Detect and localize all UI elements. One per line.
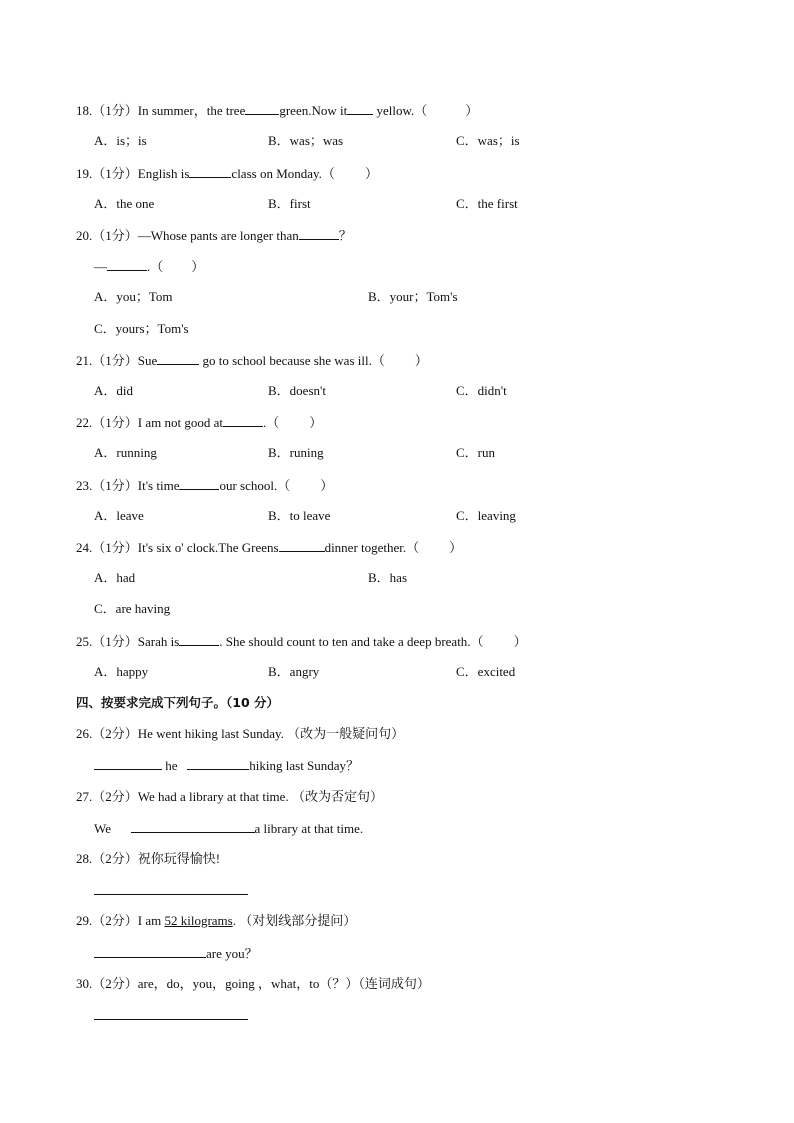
option-c[interactable]: C．didn't [456, 383, 507, 398]
question-22: 22.（1分）I am not good at .（ ） [76, 415, 323, 430]
score: （1分） [92, 540, 138, 555]
option-b[interactable]: B．has [368, 570, 408, 585]
answer-blank[interactable] [107, 258, 147, 271]
option-c[interactable]: C．run [456, 445, 496, 460]
option-a[interactable]: A．had [94, 570, 136, 585]
score: （1分） [92, 353, 138, 368]
question-25: 25.（1分）Sarah is . She should count to ten and take a deep breath.（ ） [76, 634, 527, 649]
option-c[interactable]: C．are having [94, 601, 171, 616]
answer-blank[interactable] [189, 165, 231, 178]
score: （1分） [92, 415, 138, 430]
instruction: （改为否定句） [291, 789, 383, 804]
question-number: 28. [76, 851, 93, 866]
question-number: 20. [76, 228, 93, 243]
score: （2分） [92, 789, 138, 804]
question-29: 29.（2分）I am 52 kilograms. （对划线部分提问） [76, 913, 357, 928]
section-heading: 四、按要求完成下列句子。（10 分） [76, 695, 279, 710]
answer-blank[interactable] [94, 757, 162, 770]
option-c[interactable]: C．the first [456, 196, 518, 211]
question-number: 26. [76, 726, 93, 741]
score: （1分） [92, 228, 138, 243]
option-a[interactable]: A．running [94, 445, 157, 460]
question-26-answer-line: he hiking last Sunday？ [94, 757, 359, 774]
question-28-answer-line [94, 882, 248, 899]
score: （2分） [92, 913, 138, 928]
option-a[interactable]: A．happy [94, 664, 149, 679]
question-number: 18. [76, 103, 93, 118]
score: （2分） [92, 726, 138, 741]
score: （1分） [92, 634, 138, 649]
question-number: 30. [76, 976, 93, 991]
answer-blank[interactable] [94, 945, 206, 958]
option-c[interactable]: C．was；is [456, 133, 520, 148]
answer-blank[interactable] [94, 1007, 248, 1020]
question-number: 29. [76, 913, 93, 928]
option-c[interactable]: C．yours；Tom's [94, 321, 189, 336]
option-b[interactable]: B．doesn't [268, 383, 326, 398]
instruction: （对划线部分提问） [239, 913, 357, 928]
score: （2分） [92, 976, 138, 991]
question-number: 23. [76, 478, 93, 493]
question-28: 28.（2分）祝你玩得愉快! [76, 851, 221, 866]
option-c[interactable]: C．leaving [456, 508, 516, 523]
answer-blank[interactable] [347, 102, 373, 115]
option-b[interactable]: B．angry [268, 664, 320, 679]
instruction: （改为一般疑问句） [287, 726, 405, 741]
question-30: 30.（2分）are，do，you，going ，what，to（？）（连词成句） [76, 976, 430, 991]
option-c[interactable]: C．excited [456, 664, 516, 679]
option-a[interactable]: A．is；is [94, 133, 147, 148]
answer-blank[interactable] [94, 882, 248, 895]
answer-blank[interactable] [179, 477, 219, 490]
answer-blank[interactable] [131, 820, 255, 833]
option-b[interactable]: B．first [268, 196, 311, 211]
score: （1分） [92, 166, 138, 181]
option-b[interactable]: B．runing [268, 445, 324, 460]
question-number: 25. [76, 634, 93, 649]
answer-blank[interactable] [179, 633, 219, 646]
question-number: 27. [76, 789, 93, 804]
answer-blank[interactable] [157, 352, 199, 365]
question-29-answer-line: are you？ [94, 945, 258, 962]
question-18: 18.（1分）In summer，the tree green.Now it yellow.（ ） [76, 103, 479, 118]
option-a[interactable]: A．the one [94, 196, 155, 211]
question-23: 23.（1分）It's time our school.（ ） [76, 478, 334, 493]
question-20: 20.（1分）—Whose pants are longer than ？ [76, 228, 352, 243]
question-26: 26.（2分）He went hiking last Sunday. （改为一般疑问句） [76, 726, 405, 741]
question-24: 24.（1分）It's six o' clock.The Greens dinner together.（ ） [76, 540, 463, 555]
option-a[interactable]: A．you；Tom [94, 289, 173, 304]
option-b[interactable]: B．was；was [268, 133, 344, 148]
question-number: 19. [76, 166, 93, 181]
question-30-answer-line [94, 1007, 248, 1024]
score: （1分） [92, 478, 138, 493]
underlined-phrase: 52 kilograms [164, 913, 233, 928]
answer-blank[interactable] [187, 757, 249, 770]
question-21: 21.（1分）Sue go to school because she was ill.（ ） [76, 353, 428, 368]
option-a[interactable]: A．did [94, 383, 134, 398]
answer-blank[interactable] [299, 227, 339, 240]
answer-blank[interactable] [279, 539, 325, 552]
option-b[interactable]: B．to leave [268, 508, 331, 523]
question-number: 24. [76, 540, 93, 555]
question-20-answer-line: — .（ ） [94, 259, 205, 274]
score: （1分） [92, 103, 138, 118]
answer-blank[interactable] [245, 102, 279, 115]
score: （2分） [92, 851, 138, 866]
answer-blank[interactable] [223, 414, 263, 427]
question-19: 19.（1分）English is class on Monday.（ ） [76, 166, 378, 181]
question-27-answer-line: We a library at that time. [94, 821, 364, 836]
option-a[interactable]: A．leave [94, 508, 144, 523]
option-b[interactable]: B．your；Tom's [368, 289, 458, 304]
question-27: 27.（2分）We had a library at that time. （改为否定句） [76, 789, 383, 804]
question-number: 22. [76, 415, 93, 430]
question-number: 21. [76, 353, 93, 368]
